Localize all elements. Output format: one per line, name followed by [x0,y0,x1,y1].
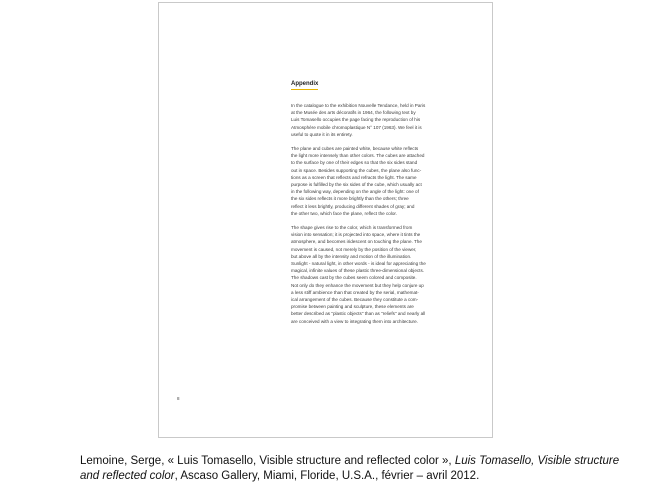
cubes-paragraph: The plane and cubes are painted white, because white reflects the light more intensely than other colors. The cubes are attached to the surface by one of their edges so that the six sides stand out in space. Besides supporting the cubes, the plane also func- tions as a screen that reflects and refracts the light. The same purpose is fulfilled by the six sides of the cube, which usually act in the following way, depending on the angle of the light: one of the six sides reflects it more brightly than the others; three reflect it less brightly, producing different shades of gray; and the other two, which face the plane, reflect the color. [291,146,425,216]
citation-caption [80,454,640,483]
appendix-heading: Appendix [291,80,318,90]
page-number: 8 [177,396,180,401]
intro-paragraph: In the catalogue to the exhibition Nouvelle Tendance, held in Paris at the Musée des arts décoratifs in 1964, the following text by Luis Tomasello occupies the page facing the reproduction of his Atmosphère mobile chromoplastique N° 107 (1963). We feel it is useful to quote it in its entirety. [291,103,426,137]
caption-publication-info: , Ascaso Gallery, Miami, Floride, U.S.A., février – avril 2012. [174,469,480,482]
shape-color-paragraph: The shape gives rise to the color, which is transformed from vision into sensation; it is projected into space, where it tints the atmosphere, and becomes iridescent on touching the plane. The movement is caused, not merely by the position of the viewer, but above all by the intensity and motion of the illumination. Sunlight - natural light, in other words - is ideal for appreciating the magical, infinite values of these plastic three-dimensional objects. The shadows cast by the cubes seem colored and composite. Not only do they enhance the movement but they help conjure up a less stiff ambience than that created by the serial, mathemat- ical arrangement of the cubes. Because they constitute a com- promise between painting and sculpture, these elements are better described as "plastic objects" than as "reliefs" and nearly all are conceived with a view to integrating them into architecture. [291,225,426,324]
caption-book-title: Luis Tomasello, Visible structure and reflected color [80,455,620,482]
caption-author-title: Lemoine, Serge, « Luis Tomasello, Visible structure and reflected color », [80,455,455,467]
document-page [158,2,493,438]
page-content [291,80,464,332]
